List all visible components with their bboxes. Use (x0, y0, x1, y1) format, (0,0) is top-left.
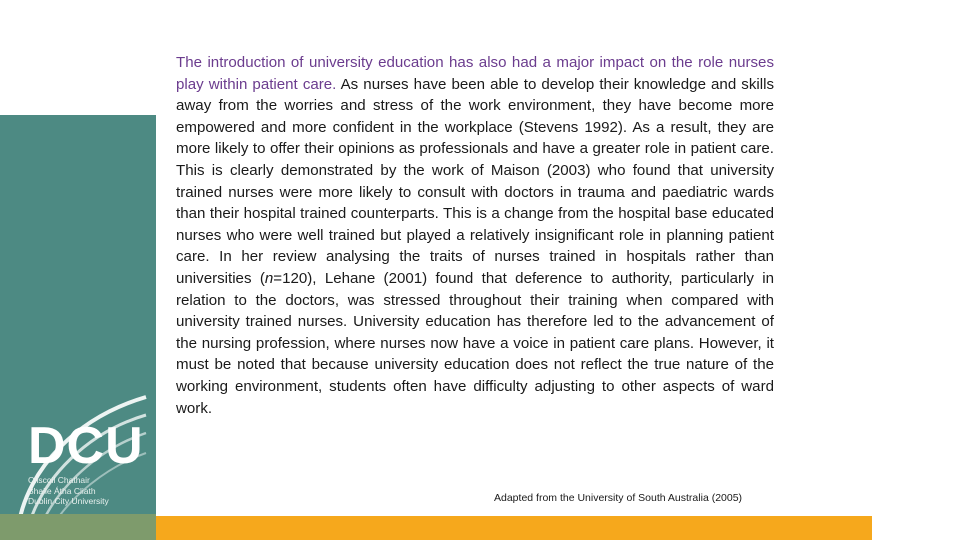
logo-line-irish-1: Ollscoil Chathair (28, 475, 90, 485)
sidebar-footer-band (0, 514, 156, 540)
logo-line-english: Dublin City University (28, 496, 109, 506)
body-paragraph (176, 52, 774, 419)
sample-size-n: n (264, 269, 274, 287)
source-caption: Adapted from the University of South Australia (2005) (494, 492, 743, 504)
accent-bar (156, 516, 872, 540)
dcu-logo-mark: DCU (28, 417, 144, 475)
intro-highlight: The introduction of university education has also had a major impact on the role nurses play within patient care. (176, 54, 774, 93)
logo-line-irish-2: Bhaile Átha Cliath (28, 485, 96, 496)
body-text-part2: =120), Lehane (2001) found that deference to authority, particularly in relation to the doctors, was stressed throughout their training when compared with university trained nurses. University education has therefore led to the advancement of the nursing profession, where nurses now have a voice in patient care plans. However, it must be noted that because university education does not reflect the true nature of the working environment, students often have difficulty adjusting to other aspects of ward work. (176, 269, 774, 417)
dcu-logo-subtitle (28, 475, 109, 507)
body-text-part1: As nurses have been able to develop their knowledge and skills away from the worries and stress of the work environment, they have become more empowered and more confident in the workplace (Stevens 1992). As a result, they are more likely to offer their opinions as professionals and have a greater role in patient care. This is clearly demonstrated by the work of Maison (2003) who found that university trained nurses were more likely to consult with doctors in trauma and paediatric wards than their hospital trained counterparts. This is a change from the hospital base educated nurses who were well trained but played a relatively insignificant role in planning patient care. In her review analysing the traits of nurses trained in hospitals rather than universities ( (176, 75, 774, 287)
